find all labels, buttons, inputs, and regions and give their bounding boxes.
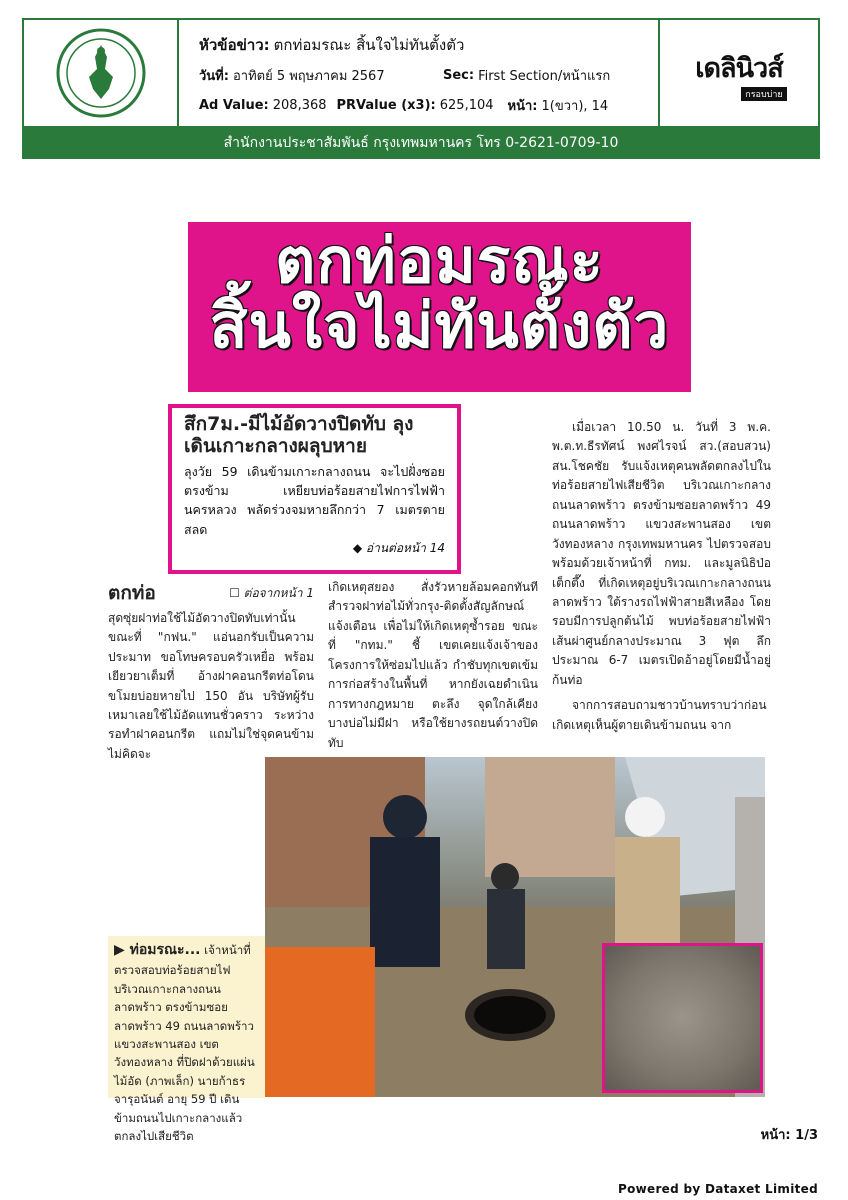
caption-title: ▶ ท่อมรณะ... — [114, 942, 201, 958]
main-headline — [188, 222, 691, 392]
photo-caption — [108, 936, 265, 1143]
kicker: ตกท่อ — [108, 582, 156, 604]
prv-label: PRValue (x3): — [336, 97, 436, 113]
edition-label: กรอบบ่าย — [741, 87, 786, 101]
newspaper-masthead — [658, 20, 818, 126]
powered-by: Powered by Dataxet Limited — [617, 1182, 818, 1196]
adv-label: Ad Value: — [199, 97, 269, 113]
sec-label: Sec: — [442, 67, 475, 83]
caption-body: เจ้าหน้าที่ตรวจสอบท่อร้อยสายไฟบริเวณเกาะกลางถนนลาดพร้าว ตรงข้ามซอยลาดพร้าว 49 ถนนลาดพร้าว แขวงสะพานสอง เขตวังทองหลาง ที่ปิดฝาด้วยแผ่นไม้อัด (ภาพเล็ก) นายก้าธร จารุอนันต์ อายุ 59 ปี เดินข้ามถนนไปเกาะกลางแล้วตกลงไปเสียชีวิต — [114, 943, 255, 1143]
date-value: อาทิตย์ 5 พฤษภาคม 2567 — [232, 68, 385, 84]
inset-photo-plywood-cover — [602, 943, 763, 1093]
column-1-text: สุดซุ่ยฝาท่อใช้ไม้อัดวางปิดทับเท่านั้น ขณะที่ "กฟน." แอ่นอกรับเป็นความประมาท ขอโทษครอบครัวเหยื่อ พร้อมเยียวยาเต็มที่ อ้างฝาคอนกรีตท่อโดนขโมยบ่อยหายไป 150 อัน บริษัทผู้รับเหมาเลยใช้ไม้อัดแทนชั่วคราว ระหว่างรอทำฝาคอนกรีต แถมไม่ใช่จุดคนข้าม ไม่คิดจะ — [108, 610, 314, 761]
headline-label: หัวข้อข่าว: — [199, 36, 270, 54]
page-value: 1(ขวา), 14 — [541, 98, 609, 114]
prv-value: 625,104 — [439, 97, 494, 113]
sec-value: First Section/หน้าแรก — [478, 68, 611, 84]
bma-logo — [24, 20, 179, 126]
column-3-more: จากการสอบถามชาวบ้านทราบว่าก่อนเกิดเหตุเห็นผู้ตายเดินข้ามถนน จาก — [552, 698, 767, 732]
adv-value: 208,368 — [272, 97, 327, 113]
newspaper-name: เดลินิวส์ — [695, 52, 783, 84]
article-column-2: เกิดเหตุสยอง สั่งรัวหายล้อมคอกทันที สำรวจฝาท่อไม้ทั่วกรุง-ติดตั้งสัญลักษณ์แจ้งเตือน เพื่อไม่ให้เกิดเหตุซ้ำรอย ขณะที่ "กทม." ชี้ เขตเคยแจ้งเจ้าของโครงการให้ซ่อมไปแล้ว กำชับทุกเขตเข้มการก่อสร้างในพื้นที่ หากยังเฉยดำเนินการทางกฎหมาย ตะลึง จุดใกล้เคียงบางบ่อไม่มีฝา หรือใช้ยางรถยนต์วางปิดทับ — [328, 580, 538, 750]
sub-body: ลุงวัย 59 เดินข้ามเกาะกลางถนน จะไปฝั่งซอยตรงข้าม เหยียบท่อร้อยสายไฟการไฟฟ้านครหลวง พลัดร่วงจมหายลึกกว่า 7 เมตรตายสลด — [184, 463, 445, 537]
headline-value: ตกท่อมรณะ สิ้นใจไม่ทันตั้งตัว — [273, 36, 465, 54]
headline-line2: สิ้นใจไม่ทันตั้งตัว — [209, 289, 670, 363]
article-column-1 — [108, 578, 314, 764]
column-3-intro: เมื่อเวลา 10.50 น. วันที่ 3 พ.ค. พ.ต.ท.ธีรทัศน์ พงศไรจน์ สว.(สอบสวน) สน.โชคชัย รับแจ้งเหตุคนพลัดตกลงไปในท่อร้อยสายไฟเสียชีวิต บริเวณเกาะกลางถนนลาดพร้าว ตรงข้ามซอยลาดพร้าว 49 ถนนลาดพร้าว แขวงสะพานสอง เขตวังทองหลาง กรุงเทพมหานคร ไปตรวจสอบพร้อมด้วยเจ้าหน้าที่ กทม. และมูลนิธิป่อเต็กตึ๊ง ที่เกิดเหตุอยู่บริเวณเกาะกลางถนนลาดพร้าว ใต้รางรถไฟฟ้าสายสีเหลือง โดยรอบมีการปลูกต้นไม้ พบท่อร้อยสายไฟฟ้าเส้นผ่าศูนย์กลางประมาณ 3 ฟุต ลึกประมาณ 6-7 เมตรเปิดอ้าอยู่โดยมีน้ำอยู่ก้นท่อ — [552, 420, 771, 687]
continued-from: ☐ ต่อจากหน้า 1 — [229, 586, 314, 600]
article-column-3 — [552, 418, 771, 735]
date-label: วันที่: — [199, 68, 229, 84]
sub-title: สึก7ม.-มีไม้อัดวางปิดทับ ลุงเดินเกาะกลางผลุบหาย — [184, 413, 414, 457]
read-more: ◆ อ่านต่อหน้า 14 — [352, 541, 445, 556]
headline-line1: ตกท่อมรณะ — [275, 224, 604, 297]
sub-headline-box — [168, 404, 461, 574]
page-number: หน้า: 1/3 — [760, 1128, 818, 1143]
office-bar: สำนักงานประชาสัมพันธ์ กรุงเทพมหานคร โทร 0-2621-0709-10 — [22, 126, 820, 159]
clipping-header — [22, 18, 820, 126]
page-label: หน้า: — [507, 98, 538, 114]
